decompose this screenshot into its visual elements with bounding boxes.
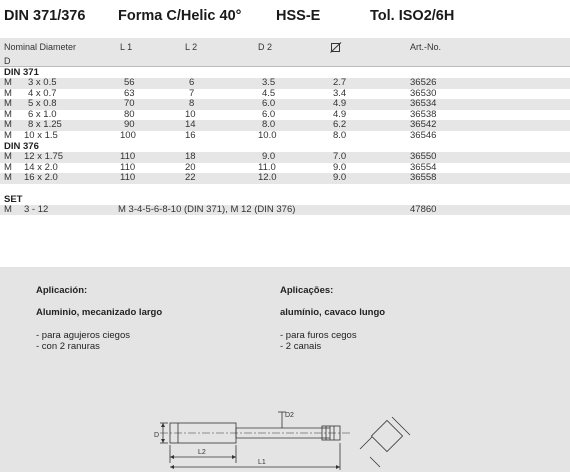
table-cell: 36558	[410, 172, 437, 183]
table-cell: 90	[124, 119, 135, 130]
table-cell: 14	[185, 119, 196, 130]
table-row	[0, 131, 570, 142]
table-header-row	[0, 38, 570, 67]
table-cell: 56	[124, 77, 135, 88]
table-cell: 9.0	[262, 151, 276, 162]
table-row	[0, 173, 570, 184]
col-d2: D 2	[258, 42, 273, 52]
table-cell: M	[4, 129, 12, 141]
table-cell: 110	[120, 151, 136, 162]
product-title: DIN 371/376	[4, 8, 86, 24]
table-cell: 12 x 1.75	[24, 151, 64, 162]
square-icon	[330, 42, 342, 56]
table-cell: 70	[124, 98, 135, 109]
table-cell: 14 x 2.0	[24, 161, 58, 173]
table-cell: 6.0	[262, 108, 276, 120]
application-bullet-es: - para agujeros ciegos	[36, 330, 130, 341]
table-cell: 16 x 2.0	[24, 172, 58, 183]
form-label: Forma C/Helic 40°	[118, 8, 242, 24]
table-cell: 20	[185, 161, 196, 173]
col-l2: L 2	[185, 42, 198, 52]
table-cell: 4.9	[333, 108, 347, 120]
table-cell: 7.0	[333, 151, 347, 162]
table-cell: M	[4, 77, 12, 88]
table-cell: 47860	[410, 203, 437, 215]
application-panel	[0, 267, 570, 472]
label-d: D	[154, 432, 160, 439]
table-cell: 10	[185, 108, 196, 120]
table-cell: M	[4, 87, 12, 99]
table-cell: 2.7	[333, 77, 347, 88]
table-cell: 36554	[410, 161, 437, 173]
table-cell: 4.9	[333, 98, 347, 109]
table-cell: 3.4	[333, 87, 347, 99]
table-cell: 8	[189, 98, 195, 109]
tolerance-label: Tol. ISO2/6H	[370, 8, 455, 24]
table-cell: 36526	[410, 77, 437, 88]
table-cell: 8.0	[262, 119, 276, 130]
col-nominal-d: D	[4, 56, 11, 66]
table-cell: 110	[120, 172, 136, 183]
application-bullet-pt: - 2 canais	[280, 341, 322, 352]
table-cell: 63	[124, 87, 135, 99]
table-cell: 4.5	[262, 87, 276, 99]
table-row	[0, 89, 570, 100]
section-title-din371	[0, 67, 570, 78]
table-cell: 9.0	[333, 161, 347, 173]
table-cell: 6 x 1.0	[28, 108, 57, 120]
label-l2: L2	[198, 449, 206, 456]
table-cell: 6	[189, 77, 195, 88]
table-cell: 36542	[410, 119, 437, 130]
col-nominal-diameter: Nominal Diameter	[4, 42, 77, 52]
table-cell: DIN 376	[4, 141, 39, 152]
table-cell: SET	[4, 193, 23, 205]
table-cell: 6.2	[333, 119, 347, 130]
col-art-no: Art.-No.	[410, 42, 442, 52]
table-row	[0, 110, 570, 121]
table-cell: 3 - 12	[24, 203, 49, 215]
tap-technical-drawing	[0, 267, 570, 472]
table-cell: 6.0	[262, 98, 276, 109]
table-cell: M	[4, 172, 12, 183]
table-cell: M	[4, 119, 12, 130]
table-cell: 11.0	[258, 161, 276, 173]
table-cell: M	[4, 151, 12, 162]
table-cell: M	[4, 108, 12, 120]
specification-table	[0, 38, 570, 215]
table-cell: M	[4, 203, 12, 215]
table-cell: 36530	[410, 87, 437, 99]
table-cell: M	[4, 98, 12, 109]
table-cell: 3.5	[262, 77, 276, 88]
section-title-din376	[0, 141, 570, 152]
application-bullet-es: - con 2 ranuras	[36, 341, 100, 352]
table-cell: 12.0	[258, 172, 277, 183]
table-cell: 10 x 1.5	[24, 129, 58, 141]
table-cell: 22	[185, 172, 196, 183]
table-cell: 110	[120, 161, 136, 173]
table-cell: 4 x 0.7	[28, 87, 57, 99]
table-row	[0, 163, 570, 174]
material-label: HSS-E	[276, 8, 321, 24]
table-cell: 10.0	[258, 129, 277, 141]
table-cell: M	[4, 161, 12, 173]
label-l1: L1	[258, 459, 266, 466]
table-cell: DIN 371	[4, 67, 39, 78]
table-cell: 18	[185, 151, 196, 162]
set-description: M 3-4-5-6-8-10 (DIN 371), M 12 (DIN 376)	[118, 203, 296, 215]
table-row	[0, 152, 570, 163]
table-cell: 36550	[410, 151, 437, 162]
table-cell: 8.0	[333, 129, 347, 141]
square-section-icon	[371, 420, 402, 451]
table-row	[0, 78, 570, 89]
table-cell: 16	[185, 129, 196, 141]
application-heading-es: Aplicación:	[36, 285, 88, 296]
application-bullet-pt: - para furos cegos	[280, 330, 357, 341]
table-cell: 7	[189, 87, 195, 99]
table-row-set	[0, 205, 570, 216]
table-cell: 100	[120, 129, 136, 141]
application-heading-pt: Aplicações:	[280, 285, 334, 296]
table-cell: 36534	[410, 98, 437, 109]
table-row	[0, 99, 570, 110]
table-cell: 5 x 0.8	[28, 98, 57, 109]
table-cell: 9.0	[333, 172, 347, 183]
table-cell: 36538	[410, 108, 437, 120]
table-row	[0, 120, 570, 131]
label-d2: D2	[285, 412, 294, 419]
table-cell: 8 x 1.25	[28, 119, 62, 130]
section-title-set	[0, 194, 570, 205]
catalog-header	[4, 8, 570, 30]
table-cell: 3 x 0.5	[28, 77, 57, 88]
table-cell: 80	[124, 108, 135, 120]
application-material-pt: alumínio, cavaco lungo	[280, 307, 386, 318]
application-material-es: Aluminio, mecanizado largo	[36, 307, 163, 318]
col-l1: L 1	[120, 42, 133, 52]
table-cell: 36546	[410, 129, 437, 141]
